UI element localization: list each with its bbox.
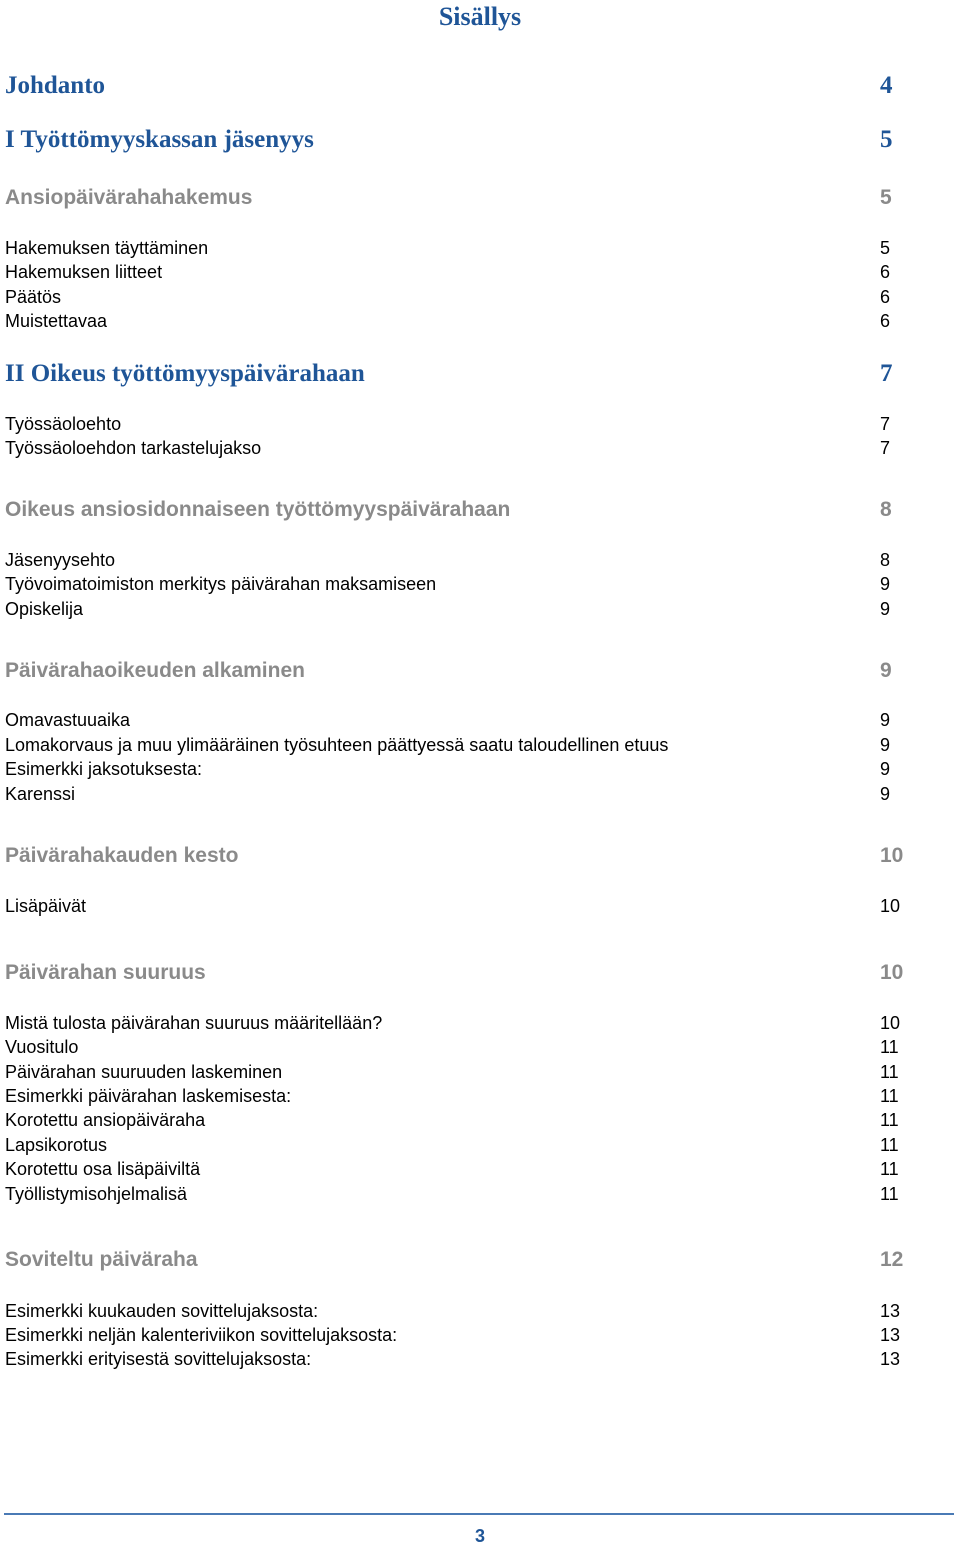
toc-page-number: 10 (880, 844, 904, 867)
toc-page-number: 12 (880, 1248, 904, 1271)
toc-page-number: 9 (880, 659, 892, 682)
toc-entry-item[interactable]: Hakemuksen liitteet (5, 262, 163, 282)
toc-page-number: 9 (880, 784, 891, 804)
toc-entry-item[interactable]: Työllistymisohjelmalisä (5, 1184, 188, 1204)
toc-page-number: 10 (880, 896, 901, 916)
toc-entry-section[interactable]: Soviteltu päiväraha (5, 1248, 198, 1271)
toc-page-number: 9 (880, 574, 891, 594)
toc-entry-item[interactable]: Päivärahan suuruuden laskeminen (5, 1062, 283, 1082)
toc-entry-chapter[interactable]: Johdanto (5, 72, 106, 99)
toc-entry-item[interactable]: Korotettu ansiopäiväraha (5, 1110, 206, 1130)
toc-page-number: 4 (880, 72, 893, 99)
toc-entry-item[interactable]: Lisäpäivät (5, 896, 87, 916)
toc-entry-item[interactable]: Lomakorvaus ja muu ylimääräinen työsuhteen päättyessä saatu taloudellinen etuus (5, 735, 669, 755)
toc-entry-section[interactable]: Oikeus ansiosidonnaiseen työttömyyspäivärahaan (5, 498, 511, 521)
footer-divider (4, 1513, 954, 1515)
toc-page-number: 11 (880, 1037, 899, 1057)
toc-page-number: 11 (880, 1184, 899, 1204)
toc-page-number: 5 (880, 238, 891, 258)
toc-page-number: 11 (880, 1135, 899, 1155)
toc-entry-item[interactable]: Esimerkki päivärahan laskemisesta: (5, 1086, 292, 1106)
toc-page-number: 8 (880, 498, 892, 521)
toc-entry-section[interactable]: Päivärahan suuruus (5, 961, 206, 984)
toc-entry-item[interactable]: Karenssi (5, 784, 76, 804)
toc-entry-item[interactable]: Esimerkki erityisestä sovittelujaksosta: (5, 1349, 312, 1369)
toc-entry-section[interactable]: Ansiopäivärahahakemus (5, 186, 253, 209)
toc-page-number: 5 (880, 186, 892, 209)
toc-page-number: 6 (880, 262, 891, 282)
toc-entry-item[interactable]: Päätös (5, 287, 62, 307)
toc-page-number: 7 (880, 360, 893, 387)
toc-title: Sisällys (438, 2, 522, 31)
toc-entry-section[interactable]: Päivärahakauden kesto (5, 844, 239, 867)
toc-page-number: 10 (880, 1013, 901, 1033)
toc-entry-item[interactable]: Korotettu osa lisäpäiviltä (5, 1159, 201, 1179)
toc-entry-item[interactable]: Työssäoloehto (5, 414, 122, 434)
toc-page-number: 13 (880, 1301, 901, 1321)
toc-page-number: 11 (880, 1086, 899, 1106)
toc-page-number: 9 (880, 599, 891, 619)
toc-entry-item[interactable]: Muistettavaa (5, 311, 108, 331)
toc-entry-item[interactable]: Esimerkki neljän kalenteriviikon sovittelujaksosta: (5, 1325, 398, 1345)
toc-entry-item[interactable]: Opiskelija (5, 599, 84, 619)
toc-page-number: 7 (880, 438, 891, 458)
toc-entry-item[interactable]: Esimerkki kuukauden sovittelujaksosta: (5, 1301, 319, 1321)
toc-entry-item[interactable]: Esimerkki jaksotuksesta: (5, 759, 203, 779)
toc-entry-chapter[interactable]: I Työttömyyskassan jäsenyys (5, 126, 314, 153)
toc-entry-item[interactable]: Vuositulo (5, 1037, 79, 1057)
toc-entry-section[interactable]: Päivärahaoikeuden alkaminen (5, 659, 305, 682)
toc-entry-item[interactable]: Mistä tulosta päivärahan suuruus määritellään? (5, 1013, 383, 1033)
toc-page-number: 9 (880, 759, 891, 779)
toc-page-number: 11 (880, 1110, 899, 1130)
toc-page-number: 8 (880, 550, 891, 570)
toc-page-number: 13 (880, 1349, 901, 1369)
toc-entry-item[interactable]: Työvoimatoimiston merkitys päivärahan maksamiseen (5, 574, 437, 594)
toc-page-number: 9 (880, 710, 891, 730)
toc-page-number: 11 (880, 1159, 899, 1179)
toc-entry-item[interactable]: Lapsikorotus (5, 1135, 108, 1155)
toc-entry-item[interactable]: Omavastuuaika (5, 710, 131, 730)
toc-page-number: 11 (880, 1062, 899, 1082)
toc-entry-item[interactable]: Hakemuksen täyttäminen (5, 238, 209, 258)
toc-entry-chapter[interactable]: II Oikeus työttömyyspäivärahaan (5, 360, 365, 387)
toc-entry-item[interactable]: Jäsenyysehto (5, 550, 116, 570)
toc-page-number: 10 (880, 961, 904, 984)
toc-entry-item[interactable]: Työssäoloehdon tarkastelujakso (5, 438, 262, 458)
toc-page-number: 6 (880, 311, 891, 331)
toc-page-number: 13 (880, 1325, 901, 1345)
toc-page-number: 6 (880, 287, 891, 307)
toc-page-number: 7 (880, 414, 891, 434)
toc-page-number: 5 (880, 126, 893, 153)
toc-page-number: 9 (880, 735, 891, 755)
page-number: 3 (474, 1526, 485, 1546)
